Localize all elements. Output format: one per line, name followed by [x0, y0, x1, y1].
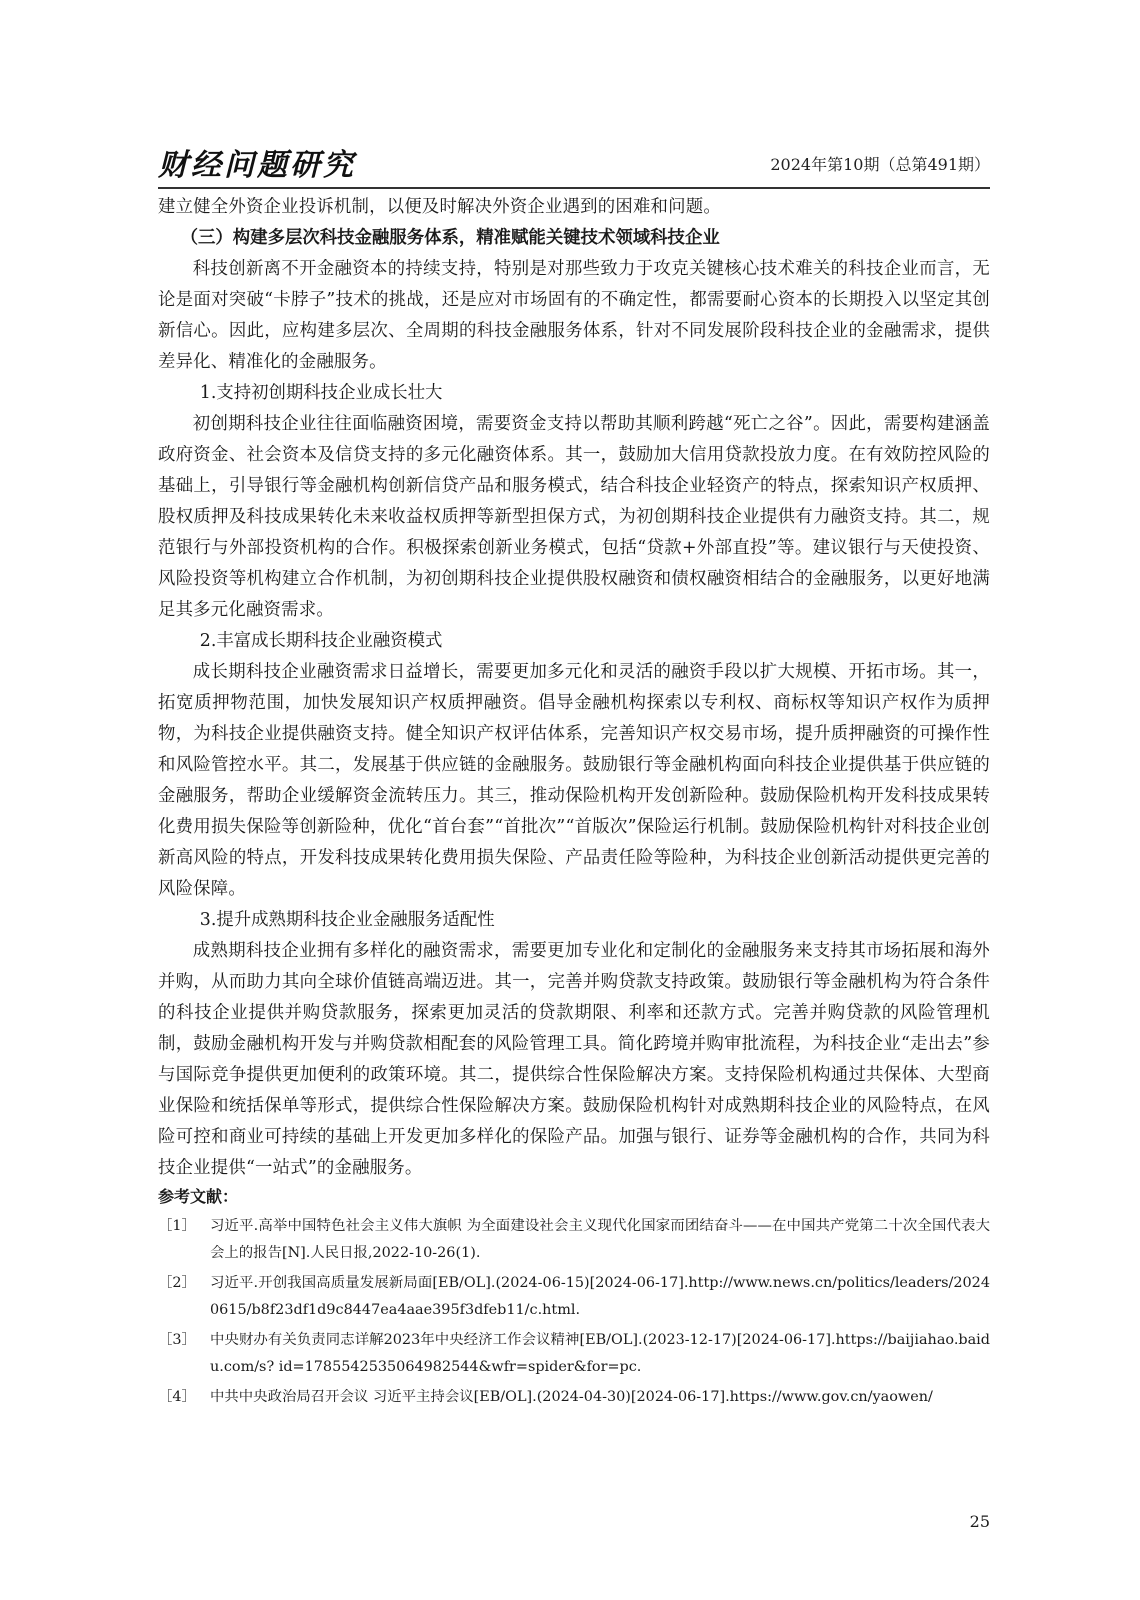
reference-number: ［4］ — [158, 1389, 196, 1405]
subsection-heading: 2.丰富成长期科技企业融资模式 — [199, 631, 443, 651]
references-title: 参考文献： — [158, 1187, 239, 1206]
paragraph: 成长期科技企业融资需求日益增长，需要更加多元化和灵活的融资手段以扩大规模、开拓市场。其一，拓宽质押物范围，加快发展知识产权质押融资。倡导金融机构探索以专利权、商标权等知识产权作为质押物，为科技企业提供融资支持。健全知识产权评估体系，完善知识产权交易市场，提升质押融资的可操作性和风险管控水平。其二，发展基于供应链的金融服务。鼓励银行等金融机构面向科技企业提供基于供应链的金融服务，帮助企业缓解资金流转压力。其三，推动保险机构开发创新险种。鼓励保险机构开发科技成果转化费用损失保险等创新险种，优化“首台套”“首批次”“首版次”保险运行机制。鼓励保险机构针对科技企业创新高风险的特点，开发科技成果转化费用损失保险、产品责任险等险种，为科技企业创新活动提供更完善的风险保障。 — [158, 662, 990, 899]
reference-item — [158, 1213, 990, 1267]
issue-info: 2024年第10期（总第491期） — [770, 155, 990, 174]
section-heading: （三）构建多层次科技金融服务体系，精准赋能关键技术领域科技企业 — [180, 228, 720, 248]
reference-text: 中共中央政治局召开会议 习近平主持会议[EB/OL].(2024-04-30)[2024-06-17].https://www.gov.cn/yaowen/ — [210, 1389, 933, 1405]
reference-number: ［2］ — [158, 1275, 196, 1291]
page-header — [158, 140, 990, 188]
paragraph: 成熟期科技企业拥有多样化的融资需求，需要更加专业化和定制化的金融服务来支持其市场拓展和海外并购，从而助力其向全球价值链高端迈进。其一，完善并购贷款支持政策。鼓励银行等金融机构为符合条件的科技企业提供并购贷款服务，探索更加灵活的贷款期限、利率和还款方式。完善并购贷款的风险管理机制，鼓励金融机构开发与并购贷款相配套的风险管理工具。简化跨境并购审批流程，为科技企业“走出去”参与国际竞争提供更加便利的政策环境。其二，提供综合性保险解决方案。支持保险机构通过共保体、大型商业保险和统括保单等形式，提供综合性保险解决方案。鼓励保险机构针对成熟期科技企业的风险特点，在风险可控和商业可持续的基础上开发更加多样化的保险产品。加强与银行、证券等金融机构的合作，共同为科技企业提供“一站式”的金融服务。 — [158, 941, 990, 1178]
references-section — [158, 1184, 990, 1414]
article-body — [158, 192, 990, 1184]
reference-number: ［3］ — [158, 1332, 196, 1348]
reference-item — [158, 1270, 990, 1324]
page-number: 25 — [969, 1512, 990, 1531]
journal-logo: 财经问题研究 — [158, 148, 356, 183]
reference-text: 习近平.高举中国特色社会主义伟大旗帜 为全面建设社会主义现代化国家而团结奋斗——在中国共产党第二十次全国代表大会上的报告[N].人民日报,2022-10-26(1). — [210, 1218, 990, 1261]
paragraph: 科技创新离不开金融资本的持续支持，特别是对那些致力于攻克关键核心技术难关的科技企业而言，无论是面对突破“卡脖子”技术的挑战，还是应对市场固有的不确定性，都需要耐心资本的长期投入以坚定其创新信心。因此，应构建多层次、全周期的科技金融服务体系，针对不同发展阶段科技企业的金融需求，提供差异化、精准化的金融服务。 — [158, 259, 990, 372]
paragraph: 初创期科技企业往往面临融资困境，需要资金支持以帮助其顺利跨越“死亡之谷”。因此，需要构建涵盖政府资金、社会资本及信贷支持的多元化融资体系。其一，鼓励加大信用贷款投放力度。在有效防控风险的基础上，引导银行等金融机构创新信贷产品和服务模式，结合科技企业轻资产的特点，探索知识产权质押、股权质押及科技成果转化未来收益权质押等新型担保方式，为初创期科技企业提供有力融资支持。其二，规范银行与外部投资机构的合作。积极探索创新业务模式，包括“贷款+外部直投”等。建议银行与天使投资、风险投资等机构建立合作机制，为初创期科技企业提供股权融资和债权融资相结合的金融服务，以更好地满足其多元化融资需求。 — [158, 414, 990, 620]
header-divider — [158, 187, 990, 189]
reference-text: 中央财办有关负责同志详解2023年中央经济工作会议精神[EB/OL].(2023-12-17)[2024-06-17].https://baijiahao.baidu.com/s? id=1785542535064982544&wfr=spider&for=pc. — [210, 1332, 990, 1375]
reference-number: ［1］ — [158, 1218, 196, 1234]
reference-text: 习近平.开创我国高质量发展新局面[EB/OL].(2024-06-15)[2024-06-17].http://www.news.cn/politics/leaders/20240615/b8f23df1d9c8447ea4aae395f3dfeb11/c.html. — [210, 1275, 990, 1318]
reference-item — [158, 1327, 990, 1381]
subsection-heading: 1.支持初创期科技企业成长壮大 — [199, 383, 443, 403]
reference-item — [158, 1384, 990, 1411]
subsection-heading: 3.提升成熟期科技企业金融服务适配性 — [199, 910, 495, 930]
paragraph: 建立健全外资企业投诉机制，以便及时解决外资企业遇到的困难和问题。 — [158, 197, 721, 217]
